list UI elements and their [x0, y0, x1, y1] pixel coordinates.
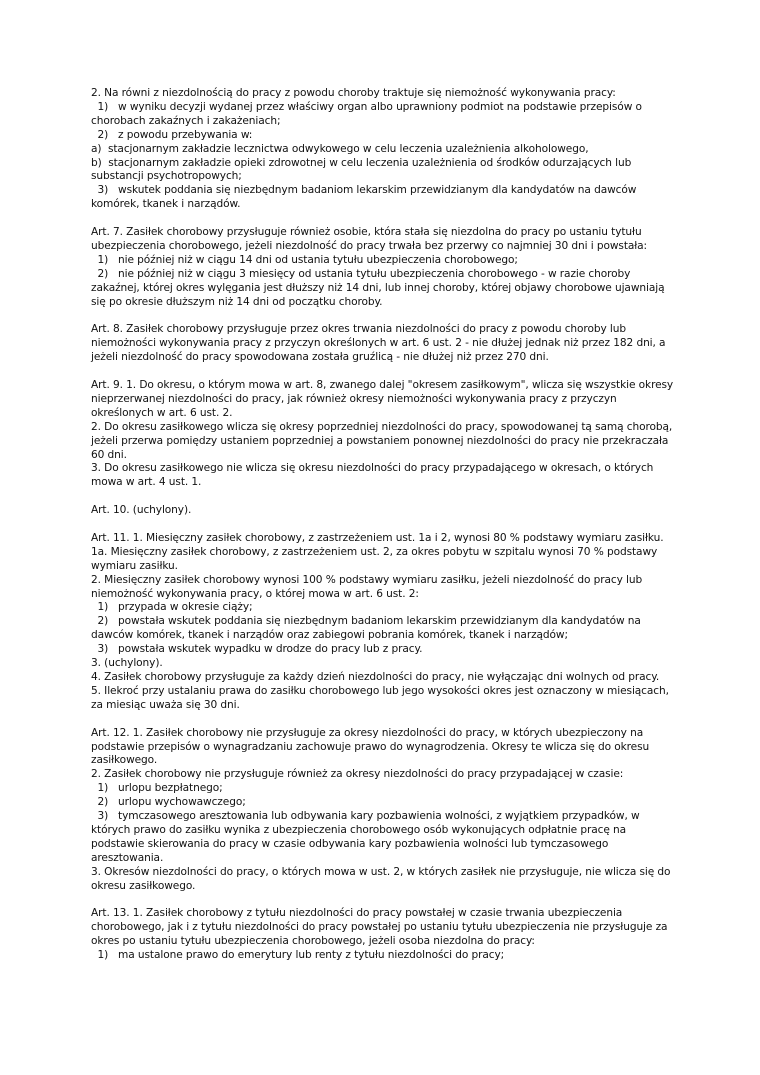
text-line: 1) ma ustalone prawo do emerytury lub renty z tytułu niezdolności do pracy;	[91, 949, 505, 962]
text-line: 1) nie później niż w ciągu 14 dni od ustania tytułu ubezpieczenia chorobowego;	[91, 253, 518, 266]
text-line: za miesiąc uważa się 30 dni.	[91, 698, 240, 711]
text-line: których prawo do zasiłku wynika z ubezpieczenia chorobowego osób wykonujących odpłatnie pracę na	[91, 823, 627, 836]
document-page	[91, 87, 691, 977]
text-line: zasiłkowego.	[91, 754, 158, 767]
text-line: 2. Do okresu zasiłkowego wlicza się okresy poprzedniej niezdolności do pracy, spowodowanej tą samą chorobą,	[91, 420, 673, 433]
text-line: 3) tymczasowego aresztowania lub odbywania kary pozbawienia wolności, z wyjątkiem przypadków, w	[91, 810, 640, 823]
text-line: zakaźnej, której okres wylęgania jest dłuższy niż 14 dni, lub innej choroby, której objawy chorobowe ujawniają	[91, 281, 665, 294]
text-line: jeżeli niezdolność do pracy spowodowana została gruźlicą - nie dłużej niż przez 270 dni.	[91, 351, 549, 364]
text-line: chorobach zakaźnych i zakażeniach;	[91, 114, 281, 127]
text-line: 3. (uchylony).	[91, 657, 163, 670]
text-line: Art. 9. 1. Do okresu, o którym mowa w art. 8, zwanego dalej "okresem zasiłkowym", wlicza się wszystkie okresy	[91, 378, 674, 391]
text-line: 60 dni.	[91, 448, 127, 461]
document-paragraph	[91, 727, 691, 894]
document-paragraph	[91, 87, 691, 212]
text-line: 2) nie później niż w ciągu 3 miesięcy od ustania tytułu ubezpieczenia chorobowego - w razie choroby	[91, 267, 631, 280]
text-line: mowa w art. 4 ust. 1.	[91, 476, 202, 489]
text-line: 2) powstała wskutek poddania się niezbędnym badaniom lekarskim przewidzianym dla kandydatów na	[91, 615, 641, 628]
text-line: Art. 13. 1. Zasiłek chorobowy z tytułu niezdolności do pracy powstałej w czasie trwania ubezpieczenia	[91, 907, 623, 920]
text-line: 2. Miesięczny zasiłek chorobowy wynosi 100 % podstawy wymiaru zasiłku, jeżeli niezdolność do pracy lub	[91, 573, 643, 586]
text-line: dawców komórek, tkanek i narządów oraz zabiegowi pobrania komórek, tkanek i narządów;	[91, 629, 568, 642]
text-line: jeżeli przerwa pomiędzy ustaniem poprzedniej a powstaniem ponownej niezdolności do pracy nie przekraczała	[91, 434, 669, 447]
text-line: okres po ustaniu tytułu ubezpieczenia chorobowego, jeżeli osoba niezdolna do pracy:	[91, 935, 535, 948]
text-line: 2) urlopu wychowawczego;	[91, 796, 246, 809]
text-line: 3) wskutek poddania się niezbędnym badaniom lekarskim przewidzianym dla kandydatów na dawców	[91, 184, 637, 197]
text-line: 1) przypada w okresie ciąży;	[91, 601, 253, 614]
text-line: 2. Na równi z niezdolnością do pracy z powodu choroby traktuje się niemożność wykonywania pracy:	[91, 87, 616, 99]
text-line: 1) w wyniku decyzji wydanej przez właściwy organ albo uprawniony podmiot na podstawie przepisów o	[91, 100, 642, 113]
document-paragraph	[91, 532, 691, 713]
text-line: 3. Okresów niezdolności do pracy, o których mowa w ust. 2, w których zasiłek nie przysługuje, nie wlicza się do	[91, 865, 671, 878]
text-line: niemożności wykonywania pracy z przyczyn określonych w art. 6 ust. 2 - nie dłużej jednak niż przez 182 dni, a	[91, 337, 666, 350]
text-line: 3) powstała wskutek wypadku w drodze do pracy lub z pracy.	[91, 643, 423, 656]
document-paragraph	[91, 504, 691, 518]
text-line: się po okresie dłuższym niż 14 dni od początku choroby.	[91, 295, 383, 308]
text-line: substancji psychotropowych;	[91, 170, 242, 183]
text-line: Art. 11. 1. Miesięczny zasiłek chorobowy, z zastrzeżeniem ust. 1a i 2, wynosi 80 % podstawy wymiaru zasiłku.	[91, 531, 664, 544]
text-line: 1) urlopu bezpłatnego;	[91, 782, 223, 795]
document-paragraph	[91, 226, 691, 309]
text-line: 2. Zasiłek chorobowy nie przysługuje również za okresy niezdolności do pracy przypadającej w czasie:	[91, 768, 624, 781]
text-line: 4. Zasiłek chorobowy przysługuje za każdy dzień niezdolności do pracy, nie wyłączając dni wolnych od pracy.	[91, 670, 660, 683]
text-line: b) stacjonarnym zakładzie opieki zdrowotnej w celu leczenia uzależnienia od środków odurzających lub	[91, 156, 632, 169]
text-line: a) stacjonarnym zakładzie lecznictwa odwykowego w celu leczenia uzależnienia alkoholowego,	[91, 142, 589, 155]
text-line: 5. Ilekroć przy ustalaniu prawa do zasiłku chorobowego lub jego wysokości okres jest oznaczony w miesiącach,	[91, 684, 669, 697]
text-line: nieprzerwanej niezdolności do pracy, jak również okresy niemożności wykonywania pracy z przyczyn	[91, 392, 617, 405]
document-paragraph	[91, 907, 691, 963]
text-line: niemożność wykonywania pracy, o której mowa w art. 6 ust. 2:	[91, 587, 419, 600]
text-line: 3. Do okresu zasiłkowego nie wlicza się okresu niezdolności do pracy przypadającego w okresach, o których	[91, 462, 654, 475]
text-line: podstawie skierowania do pracy w czasie odbywania kary pozbawienia wolności lub tymczasowego	[91, 837, 609, 850]
document-paragraph	[91, 323, 691, 365]
text-line: Art. 7. Zasiłek chorobowy przysługuje również osobie, która stała się niezdolna do pracy po ustaniu tytułu	[91, 226, 642, 239]
text-line: okresu zasiłkowego.	[91, 879, 196, 892]
text-line: Art. 10. (uchylony).	[91, 504, 192, 517]
text-line: podstawie przepisów o wynagradzaniu zachowuje prawo do wynagrodzenia. Okresy te wlicza się do okresu	[91, 740, 650, 753]
text-line: 2) z powodu przebywania w:	[91, 128, 253, 141]
text-line: Art. 8. Zasiłek chorobowy przysługuje przez okres trwania niezdolności do pracy z powodu choroby lub	[91, 323, 626, 336]
text-line: Art. 12. 1. Zasiłek chorobowy nie przysługuje za okresy niezdolności do pracy, w których ubezpieczony na	[91, 726, 644, 739]
text-line: aresztowania.	[91, 851, 164, 864]
text-line: chorobowego, jak i z tytułu niezdolności do pracy powstałej po ustaniu tytułu ubezpieczenia nie przysługuje za	[91, 921, 668, 934]
text-line: 1a. Miesięczny zasiłek chorobowy, z zastrzeżeniem ust. 2, za okres pobytu w szpitalu wynosi 70 % podstawy	[91, 545, 658, 558]
text-line: wymiaru zasiłku.	[91, 559, 178, 572]
text-line: ubezpieczenia chorobowego, jeżeli niezdolność do pracy trwała bez przerwy co najmniej 30 dni i powstała:	[91, 239, 648, 252]
document-paragraph	[91, 379, 691, 490]
text-line: określonych w art. 6 ust. 2.	[91, 406, 233, 419]
text-line: komórek, tkanek i narządów.	[91, 198, 241, 211]
